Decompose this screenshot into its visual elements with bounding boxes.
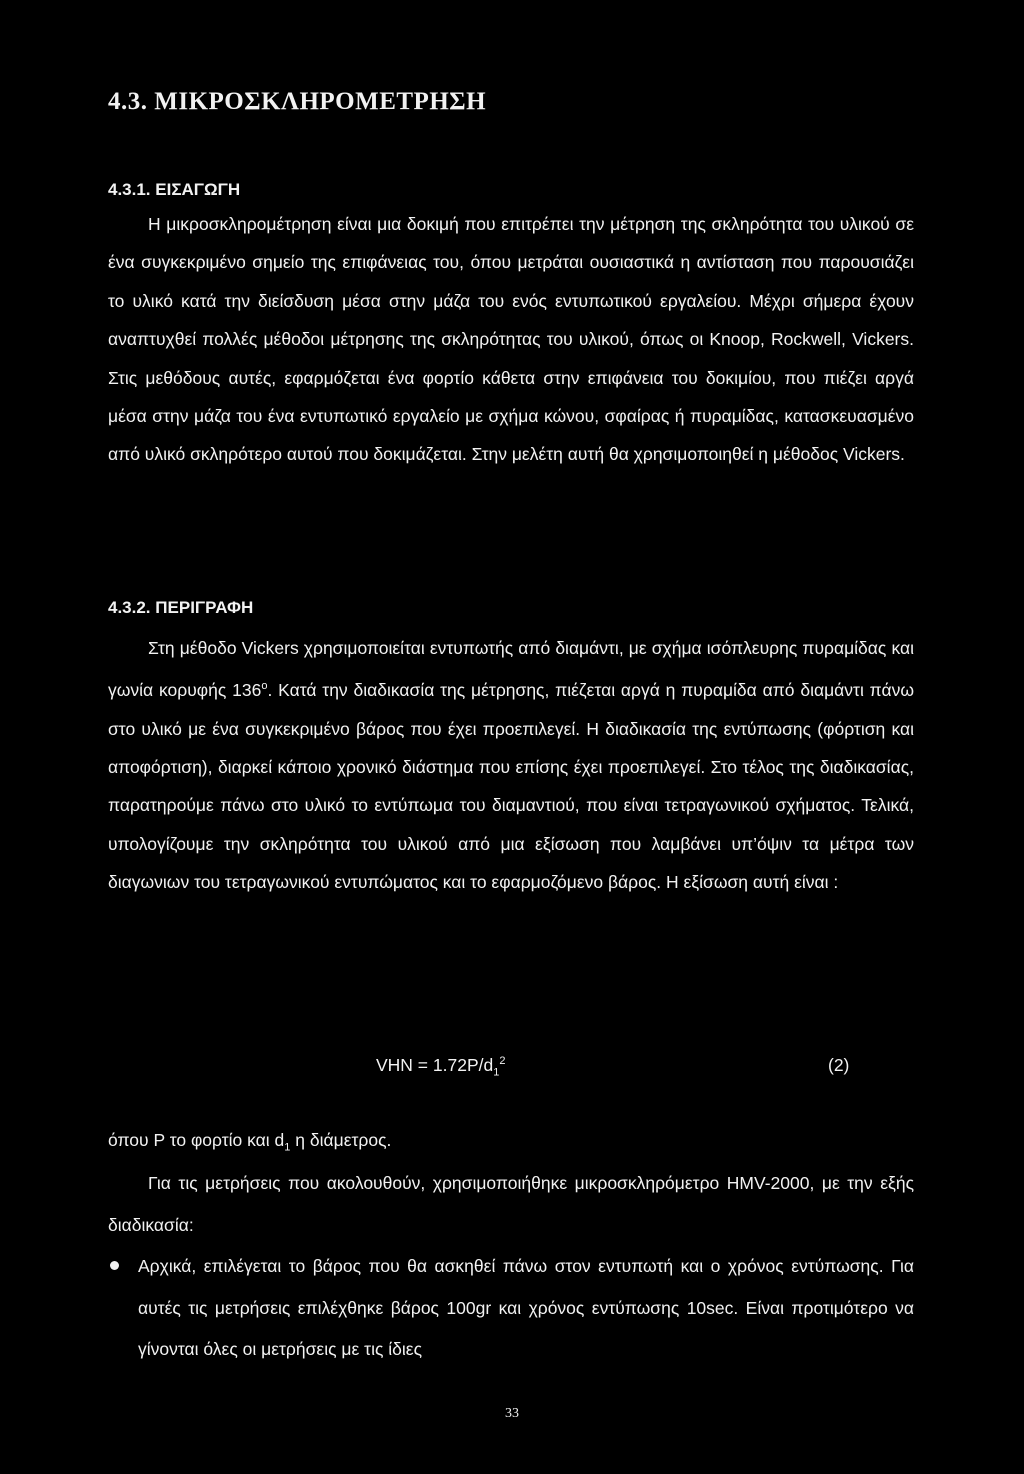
section-heading-description: 4.3.2. ΠΕΡΙΓΡΑΦΗ (108, 598, 254, 617)
list-item (108, 1246, 914, 1371)
bullet-icon (110, 1261, 119, 1270)
equation-number: (2) (828, 1055, 850, 1075)
chapter-heading: 4.3. ΜΙΚΡΟΣΚΛΗΡΟΜΕΤΡΗΣΗ (108, 88, 487, 115)
where-text-end: η διάμετρος. (290, 1130, 392, 1150)
equation-superscript: 2 (499, 1055, 506, 1068)
page-number: 33 (505, 1406, 519, 1421)
where-text-start: όπου P το φορτίο και d (108, 1130, 285, 1150)
equation-subscript: 1 (493, 1066, 500, 1079)
equation-variables-line (108, 1130, 391, 1154)
introduction-paragraph (108, 205, 914, 474)
description-paragraph (108, 629, 914, 902)
where-subscript: 1 (284, 1141, 291, 1154)
introduction-text: Η μικροσκληρομέτρηση είναι μια δοκιμή που επιτρέπει την μέτρηση της σκληρότητα του υλικού σε ένα συγκεκριμένο σημείο της επιφάνειας του, όπου μετράται ουσιαστικά η αντίσταση που παρουσιάζει το υλικό κατά την διείσδυση μέσα στην μάζα του ενός εντυπωτικού εργαλείου. Μέχρι σήμερα έχουν αναπτυχθεί πολλές μέθοδοι μέτρησης της σκληρότητας του υλικού, όπως οι Knoop, Rockwell, Vickers. Στις μεθόδους αυτές, εφαρμόζεται ένα φορτίο κάθετα στην επιφάνεια του δοκιμίου, που πιέζει αργά μέσα στην μάζα του ένα εντυπωτικό εργαλείο με σχήμα κώνου, σφαίρας ή πυραμίδας, κατασκευασμένο από υλικό σκληρότερο αυτού που δοκιμάζεται. Στην μελέτη αυτή θα χρησιμοποιηθεί η μέθοδος Vickers. (108, 214, 914, 465)
procedure-list (108, 1246, 914, 1371)
degree-superscript: o (261, 680, 268, 693)
equation-lhs: VHN = 1.72P/d (376, 1055, 494, 1075)
equation-body (376, 1055, 505, 1079)
section-heading-introduction: 4.3.1. ΕΙΣΑΓΩΓΗ (108, 180, 241, 199)
instrument-text: Για τις μετρήσεις που ακολουθούν, χρησιμοποιήθηκε μικροσκληρόμετρο HMV-2000, με την εξής διαδικασία: (108, 1173, 914, 1235)
instrument-paragraph (108, 1163, 914, 1246)
description-text-start: Στη μέθοδο Vickers χρησιμοποιείται εντυπωτής από διαμάντι, με σχήμα ισόπλευρης πυραμίδας και γωνία κορυφής 136 (108, 638, 914, 701)
description-text-rest: . Κατά την διαδικασία της μέτρησης, πιέζεται αργά η πυραμίδα από διαμάντι πάνω στο υλικό με ένα συγκεκριμένο βάρος που έχει προεπιλεγεί. Η διαδικασία της εντύπωσης (φόρτιση και αποφόρτιση), διαρκεί κάποιο χρονικό διάστημα που επίσης έχει προεπιλεγεί. Στο τέλος της διαδικασίας, παρατηρούμε πάνω στο υλικό το εντύπωμα του διαμαντιού, που είναι τετραγωνικού σχήματος. Τελικά, υπολογίζουμε την σκληρότητα του υλικού από μια εξίσωση που λαμβάνει υπ’όψιν τα μέτρα των διαγωνιων του τετραγωνικού εντυπώματος και το εφαρμοζόμενο βάρος. Η εξίσωση αυτή είναι : (108, 680, 914, 893)
list-item-text: Αρχικά, επιλέγεται το βάρος που θα ασκηθεί πάνω στον εντυπωτή και ο χρόνος εντύπωσης. Για αυτές τις μετρήσεις επιλέχθηκε βάρος 100gr και χρόνος εντύπωσης 10sec. Είναι προτιμότερο να γίνονται όλες οι μετρήσεις με τις ίδιες (138, 1256, 914, 1359)
